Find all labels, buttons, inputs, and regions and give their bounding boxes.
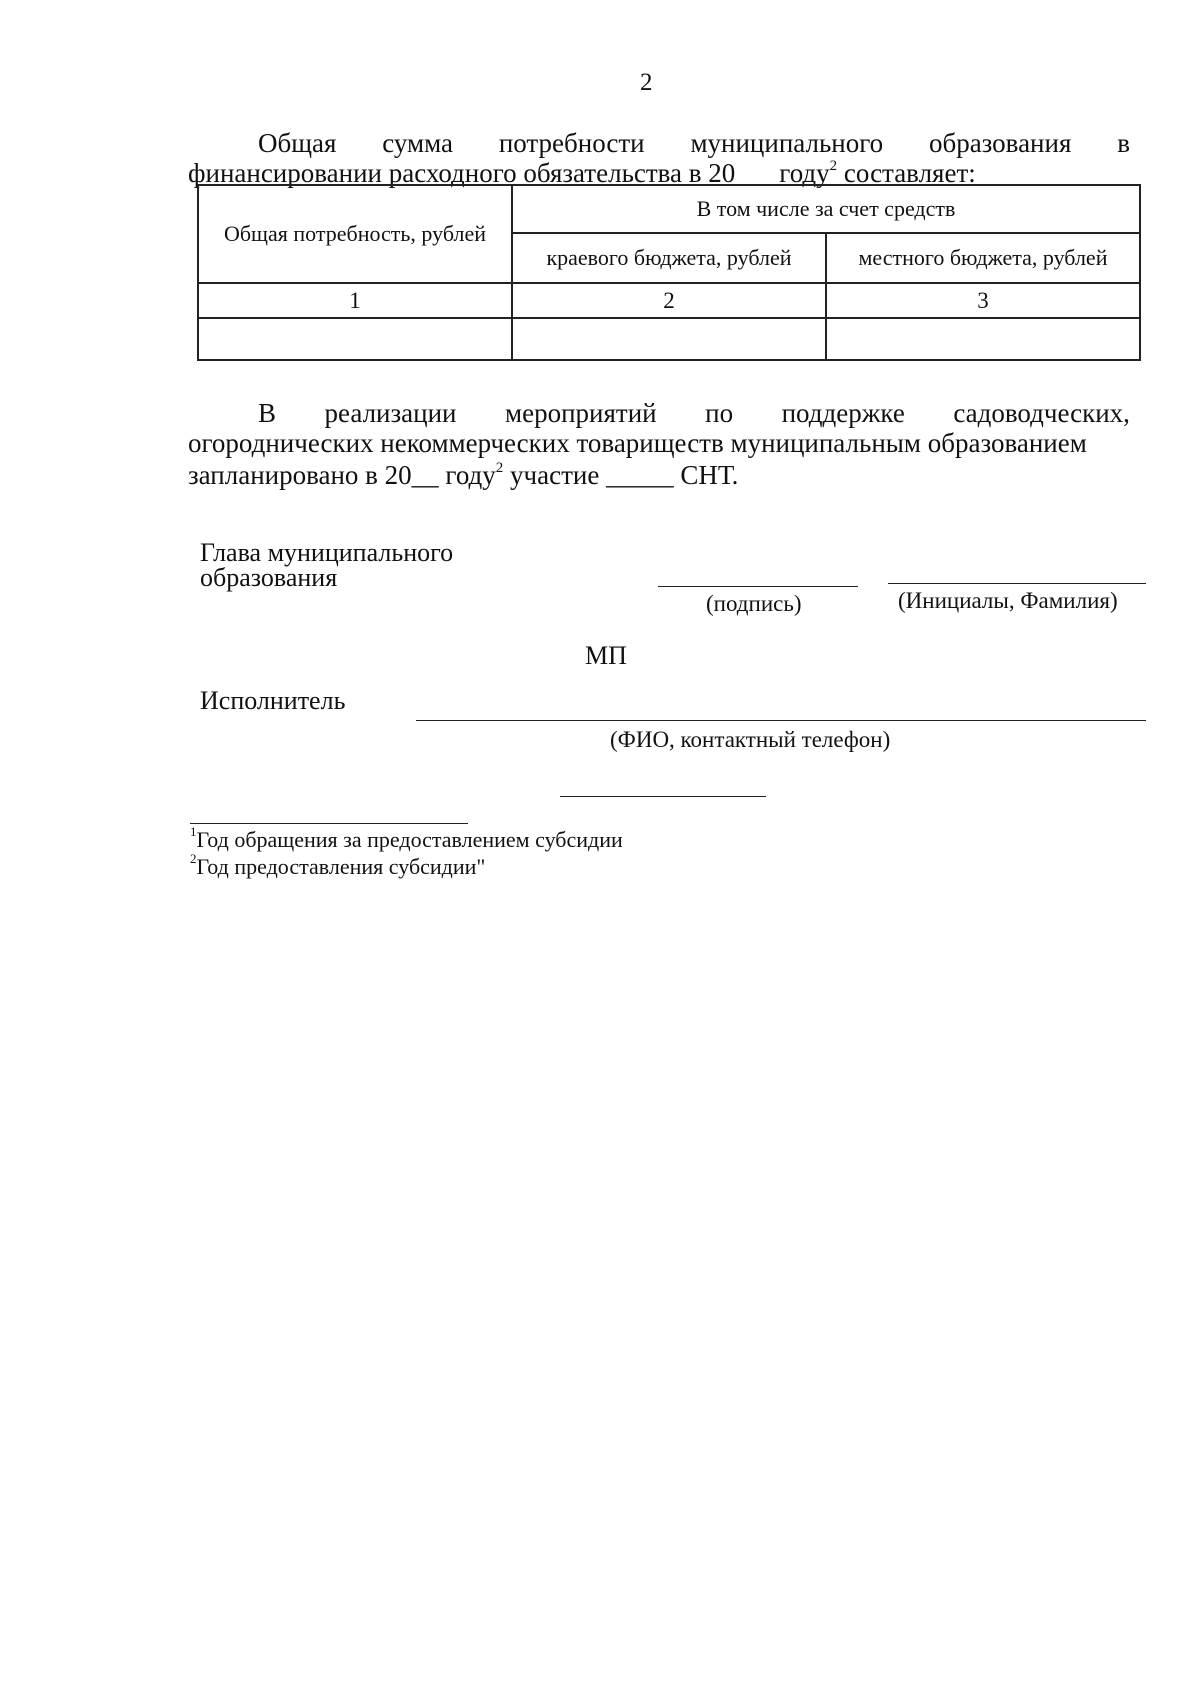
word: Общая	[258, 128, 337, 158]
name-caption: (Инициалы, Фамилия)	[898, 588, 1118, 613]
paragraph-2-line-2	[188, 428, 1130, 458]
executor-line[interactable]	[416, 720, 1146, 721]
label-line: образования	[200, 563, 338, 592]
word: по	[705, 398, 734, 428]
footnote-mark: 1	[190, 823, 197, 839]
header-local-budget: местного бюджета, рублей	[826, 233, 1140, 283]
footnote-separator	[190, 823, 468, 824]
regional-budget-cell[interactable]	[512, 318, 826, 360]
footnote-1	[190, 823, 623, 853]
word: реализации	[324, 398, 457, 428]
text: составляет:	[837, 158, 976, 188]
footnote-text: Год обращения за предоставлением субсидии	[196, 827, 623, 852]
footnote-2	[190, 850, 623, 880]
label-line: Глава муниципального	[200, 538, 454, 567]
footnotes	[190, 823, 623, 880]
executor-label: Исполнитель	[200, 686, 346, 715]
word: в	[1117, 128, 1130, 158]
word: муниципального	[690, 128, 884, 158]
signature-line[interactable]	[658, 586, 858, 587]
column-number: 1	[198, 283, 512, 318]
paragraph-1-line-1	[188, 128, 1130, 158]
word: сумма	[382, 128, 453, 158]
footnote-ref: 2	[495, 460, 504, 476]
stamp-place-label: МП	[585, 641, 627, 670]
header-funding-sources: В том числе за счет средств	[512, 185, 1140, 233]
total-need-cell[interactable]	[198, 318, 512, 360]
word: потребности	[498, 128, 645, 158]
text: огороднических некоммерческих товариществ муниципальным образованием	[188, 428, 1087, 458]
local-budget-cell[interactable]	[826, 318, 1140, 360]
footnote-ref: 2	[829, 158, 838, 174]
word: поддержке	[781, 398, 905, 428]
column-number: 2	[512, 283, 826, 318]
paragraph-2-line-1	[188, 398, 1130, 428]
column-number: 3	[826, 283, 1140, 318]
header-total-need: Общая потребность, рублей	[198, 185, 512, 283]
section-divider	[560, 796, 766, 797]
footnote-mark: 2	[190, 850, 197, 866]
text: финансировании расходного обязательства в 20	[188, 158, 736, 188]
executor-caption: (ФИО, контактный телефон)	[610, 727, 891, 752]
header-regional-budget: краевого бюджета, рублей	[512, 233, 826, 283]
text: году	[779, 158, 830, 188]
text: участие _____ СНТ.	[503, 460, 739, 490]
text: запланировано в 20__ году	[188, 460, 496, 490]
paragraph-2-line-3	[188, 460, 1130, 490]
word: В	[258, 398, 277, 428]
word: садоводческих,	[953, 398, 1130, 428]
page-number: 2	[640, 69, 653, 96]
name-line[interactable]	[888, 583, 1146, 584]
footnote-text: Год предоставления субсидии"	[196, 854, 486, 879]
signature-caption: (подпись)	[706, 591, 802, 616]
word: мероприятий	[505, 398, 657, 428]
funding-need-table	[197, 184, 1141, 361]
word: образования	[928, 128, 1072, 158]
head-of-municipality-label	[200, 540, 453, 590]
